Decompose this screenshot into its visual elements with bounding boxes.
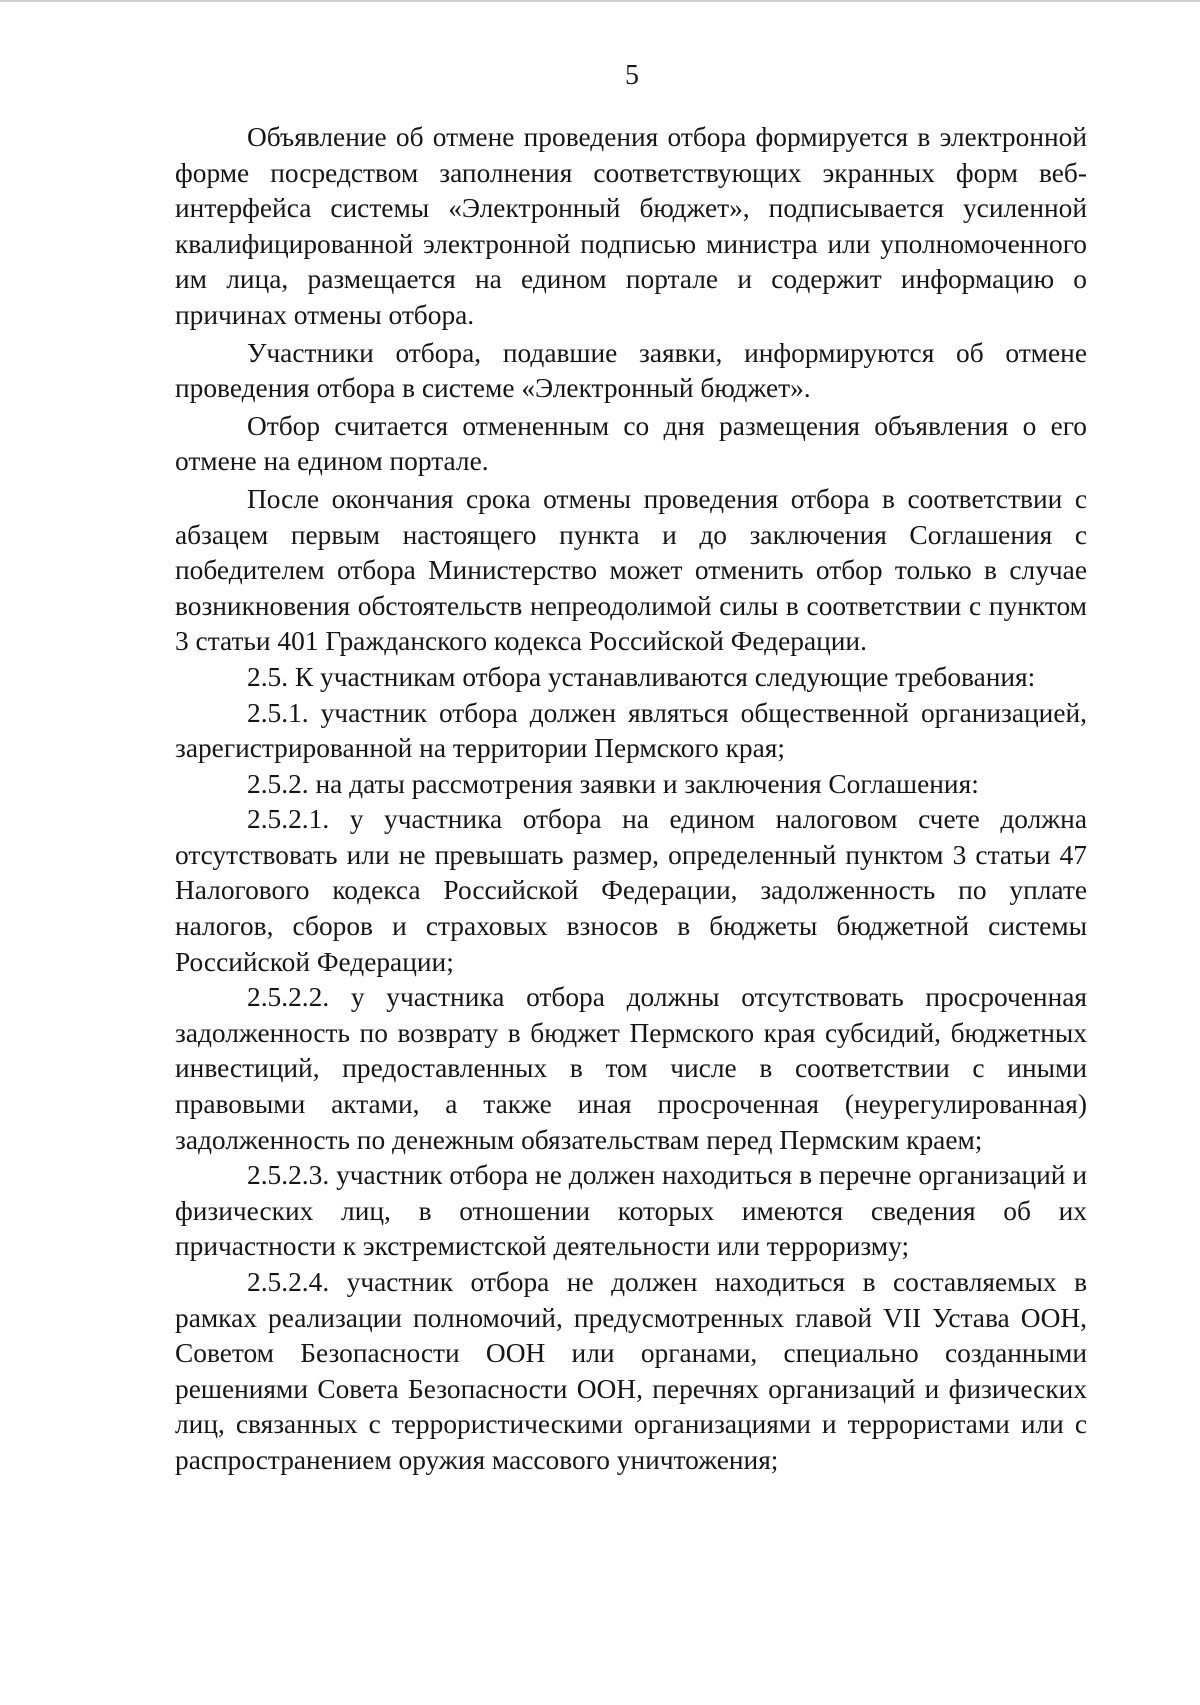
page-number: 5 [625, 60, 639, 91]
paragraph-2-5-2-3: 2.5.2.3. участник отбора не должен находиться в перечне организаций и физических лиц, в отношении которых имеются сведения об их причастности к экстремистской деятельности или терроризму; [175, 1160, 1087, 1262]
paragraph-2-5-2-4: 2.5.2.4. участник отбора не должен находиться в составляемых в рамках реализации полномочий, предусмотренных главой VII Устава ООН, Советом Безопасности ООН или органами, специально созданными решениями Совета Безопасности ООН, перечнях организаций и физических лиц, связанных с террористическими организациями и террористами или с распространением оружия массового уничтожения; [175, 1267, 1087, 1475]
paragraph-2-5-2: 2.5.2. на даты рассмотрения заявки и заключения Соглашения: [247, 768, 979, 799]
paragraph-2-5: 2.5. К участникам отбора устанавливаются следующие требования: [247, 661, 1036, 692]
paragraph-selection-cancelled: Отбор считается отмененным со дня размещения объявления о его отмене на едином портале. [175, 410, 1087, 477]
paragraph-participants-informed: Участники отбора, подавшие заявки, информируются об отмене проведения отбора в системе «Электронный бюджет». [175, 337, 1087, 404]
paragraph-cancellation-announcement: Объявление об отмене проведения отбора формируется в электронной форме посредством заполнения соответствующих экранных форм веб-интерфейса системы «Электронный бюджет», подписывается усиленной квалифицированной электронной подписью министра или уполномоченного им лица, размещается на едином портале и содержит информацию о причинах отмены отбора. [175, 122, 1087, 330]
paragraph-force-majeure: После окончания срока отмены проведения отбора в соответствии с абзацем первым настоящего пункта и до заключения Соглашения с победителем отбора Министерство может отменить отбор только в случае возникновения обстоятельств непреодолимой силы в соответствии с пунктом 3 статьи 401 Гражданского кодекса Российской Федерации. [175, 483, 1087, 657]
paragraph-2-5-2-1: 2.5.2.1. у участника отбора на едином налоговом счете должна отсутствовать или не превышать размер, определенный пунктом 3 статьи 47 Налогового кодекса Российской Федерации, задолженность по уплате налогов, сборов и страховых взносов в бюджеты бюджетной системы Российской Федерации; [175, 804, 1087, 977]
document-body [175, 120, 1087, 1479]
paragraph-2-5-2-2: 2.5.2.2. у участника отбора должны отсутствовать просроченная задолженность по возврату в бюджет Пермского края субсидий, бюджетных инвестиций, предоставленных в том числе в соответствии с иными правовыми актами, а также иная просроченная (неурегулированная) задолженность по денежным обязательствам перед Пермским краем; [175, 982, 1087, 1155]
paragraph-2-5-1: 2.5.1. участник отбора должен являться общественной организацией, зарегистрированной на территории Пермского края; [175, 697, 1087, 764]
